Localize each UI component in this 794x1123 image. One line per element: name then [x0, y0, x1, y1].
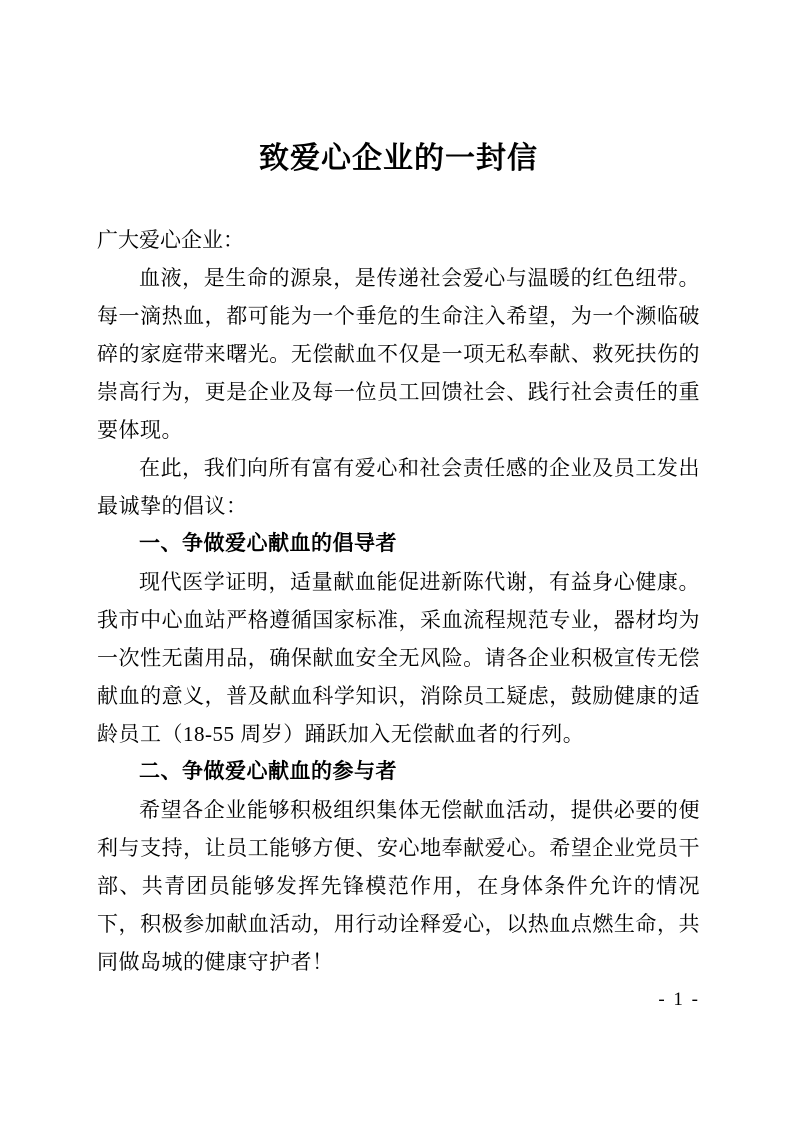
- salutation: 广大爱心企业：: [97, 228, 244, 252]
- paragraph-proposal-lead: 在此，我们向所有富有爱心和社会责任感的企业及员工发出最诚挚的倡议：: [97, 456, 700, 518]
- paragraph-section-1: 现代医学证明，适量献血能促进新陈代谢，有益身心健康。我市中心血站严格遵循国家标准，采血流程规范专业，器材均为一次性无菌用品，确保献血安全无风险。请各企业积极宣传无偿献血的意义，普及献血科学知识，消除员工疑虑，鼓励健康的适龄员工（18-55 周岁）踊跃加入无偿献血者的行列。: [97, 570, 700, 746]
- document-content: [97, 0, 700, 981]
- section-heading-2: 二、争做爱心献血的参与者: [139, 760, 397, 783]
- document-title: 致爱心企业的一封信: [259, 142, 538, 175]
- section-heading-1: 一、争做爱心献血的倡导者: [139, 532, 397, 555]
- page-number: - 1 -: [658, 989, 700, 1010]
- paragraph-section-2: 希望各企业能够积极组织集体无偿献血活动，提供必要的便利与支持，让员工能够方便、安心地奉献爱心。希望企业党员干部、共青团员能够发挥先锋模范作用，在身体条件允许的情况下，积极参加献血活动，用行动诠释爱心，以热血点燃生命，共同做岛城的健康守护者！: [97, 798, 700, 974]
- paragraph-intro: 血液，是生命的源泉，是传递社会爱心与温暖的红色纽带。每一滴热血，都可能为一个垂危的生命注入希望，为一个濒临破碎的家庭带来曙光。无偿献血不仅是一项无私奉献、救死扶伤的崇高行为，更是企业及每一位员工回馈社会、践行社会责任的重要体现。: [97, 266, 700, 442]
